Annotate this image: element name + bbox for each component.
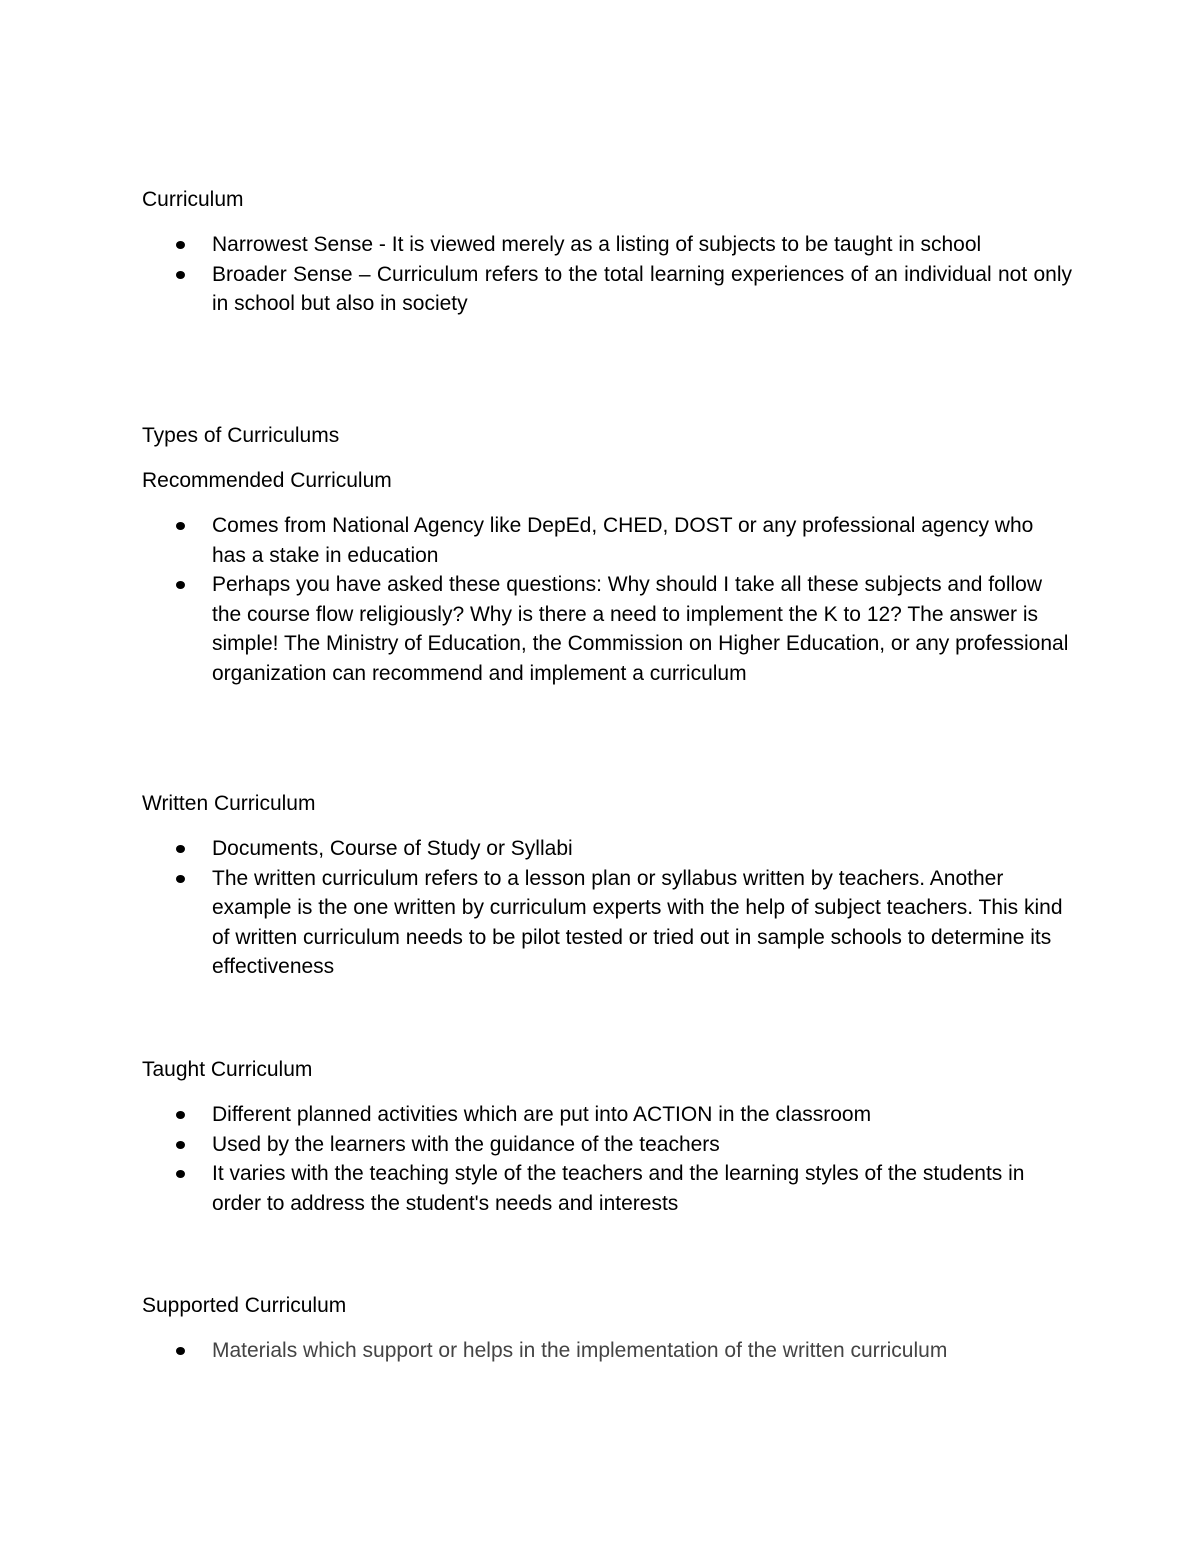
list-item bbox=[0, 1159, 1072, 1218]
bullet-list-written bbox=[0, 834, 1072, 982]
section-heading-types-of-curriculums: Types of Curriculums bbox=[142, 424, 340, 447]
bullet-icon bbox=[176, 581, 185, 589]
section-heading-written-curriculum: Written Curriculum bbox=[142, 792, 316, 815]
bullet-icon bbox=[176, 1170, 185, 1178]
bullet-icon bbox=[176, 1111, 185, 1119]
section-heading-curriculum: Curriculum bbox=[142, 188, 244, 211]
bullet-list-taught bbox=[0, 1100, 1072, 1218]
bullet-icon bbox=[176, 1347, 185, 1355]
list-item bbox=[0, 834, 1072, 864]
list-item bbox=[0, 864, 1072, 982]
bullet-list-recommended bbox=[0, 511, 1072, 688]
list-item bbox=[0, 1100, 1072, 1130]
bullet-icon bbox=[176, 875, 185, 883]
bullet-list-curriculum bbox=[0, 230, 1072, 319]
list-item-text: It varies with the teaching style of the teachers and the learning styles of the students in order to address the student's needs and interests bbox=[212, 1162, 1025, 1215]
section-heading-recommended-curriculum: Recommended Curriculum bbox=[142, 469, 392, 492]
list-item-text: Perhaps you have asked these questions: Why should I take all these subjects and follow the course flow religiously? Why is there a need to implement the K to 12? The answer is simple! The Ministry of Education, the Commission on Higher Education, or any professional organization can recommend and implement a curriculum bbox=[212, 573, 1069, 685]
list-item-text: Materials which support or helps in the implementation of the written curriculum bbox=[212, 1339, 948, 1362]
bullet-icon bbox=[176, 845, 185, 853]
list-item-text: Comes from National Agency like DepEd, CHED, DOST or any professional agency who has a stake in education bbox=[212, 514, 1034, 567]
list-item bbox=[0, 1130, 1072, 1160]
section-heading-supported-curriculum: Supported Curriculum bbox=[142, 1294, 347, 1317]
list-item-text: Used by the learners with the guidance of the teachers bbox=[212, 1132, 720, 1156]
list-item bbox=[0, 260, 1072, 319]
list-item-text: The written curriculum refers to a lesson plan or syllabus written by teachers. Another example is the one written by curriculum experts with the help of subject teachers. This kind of written curriculum needs to be pilot tested or tried out in sample schools to determine its effectiveness bbox=[212, 866, 1063, 978]
bullet-list-supported bbox=[0, 1336, 1072, 1366]
bullet-icon bbox=[176, 1141, 185, 1149]
list-item-text: Documents, Course of Study or Syllabi bbox=[212, 837, 573, 860]
list-item bbox=[0, 1336, 1072, 1366]
list-item-text: Different planned activities which are put into ACTION in the classroom bbox=[212, 1103, 872, 1126]
bullet-icon bbox=[176, 522, 185, 530]
list-item bbox=[0, 230, 1072, 260]
bullet-icon bbox=[176, 241, 185, 249]
bullet-icon bbox=[176, 271, 185, 279]
list-item-text: Narrowest Sense - It is viewed merely as a listing of subjects to be taught in school bbox=[212, 233, 982, 256]
list-item-text: Broader Sense – Curriculum refers to the total learning experiences of an individual not only in school but also in society bbox=[212, 262, 1072, 315]
list-item bbox=[0, 511, 1072, 570]
list-item bbox=[0, 570, 1072, 688]
section-heading-taught-curriculum: Taught Curriculum bbox=[142, 1058, 313, 1081]
